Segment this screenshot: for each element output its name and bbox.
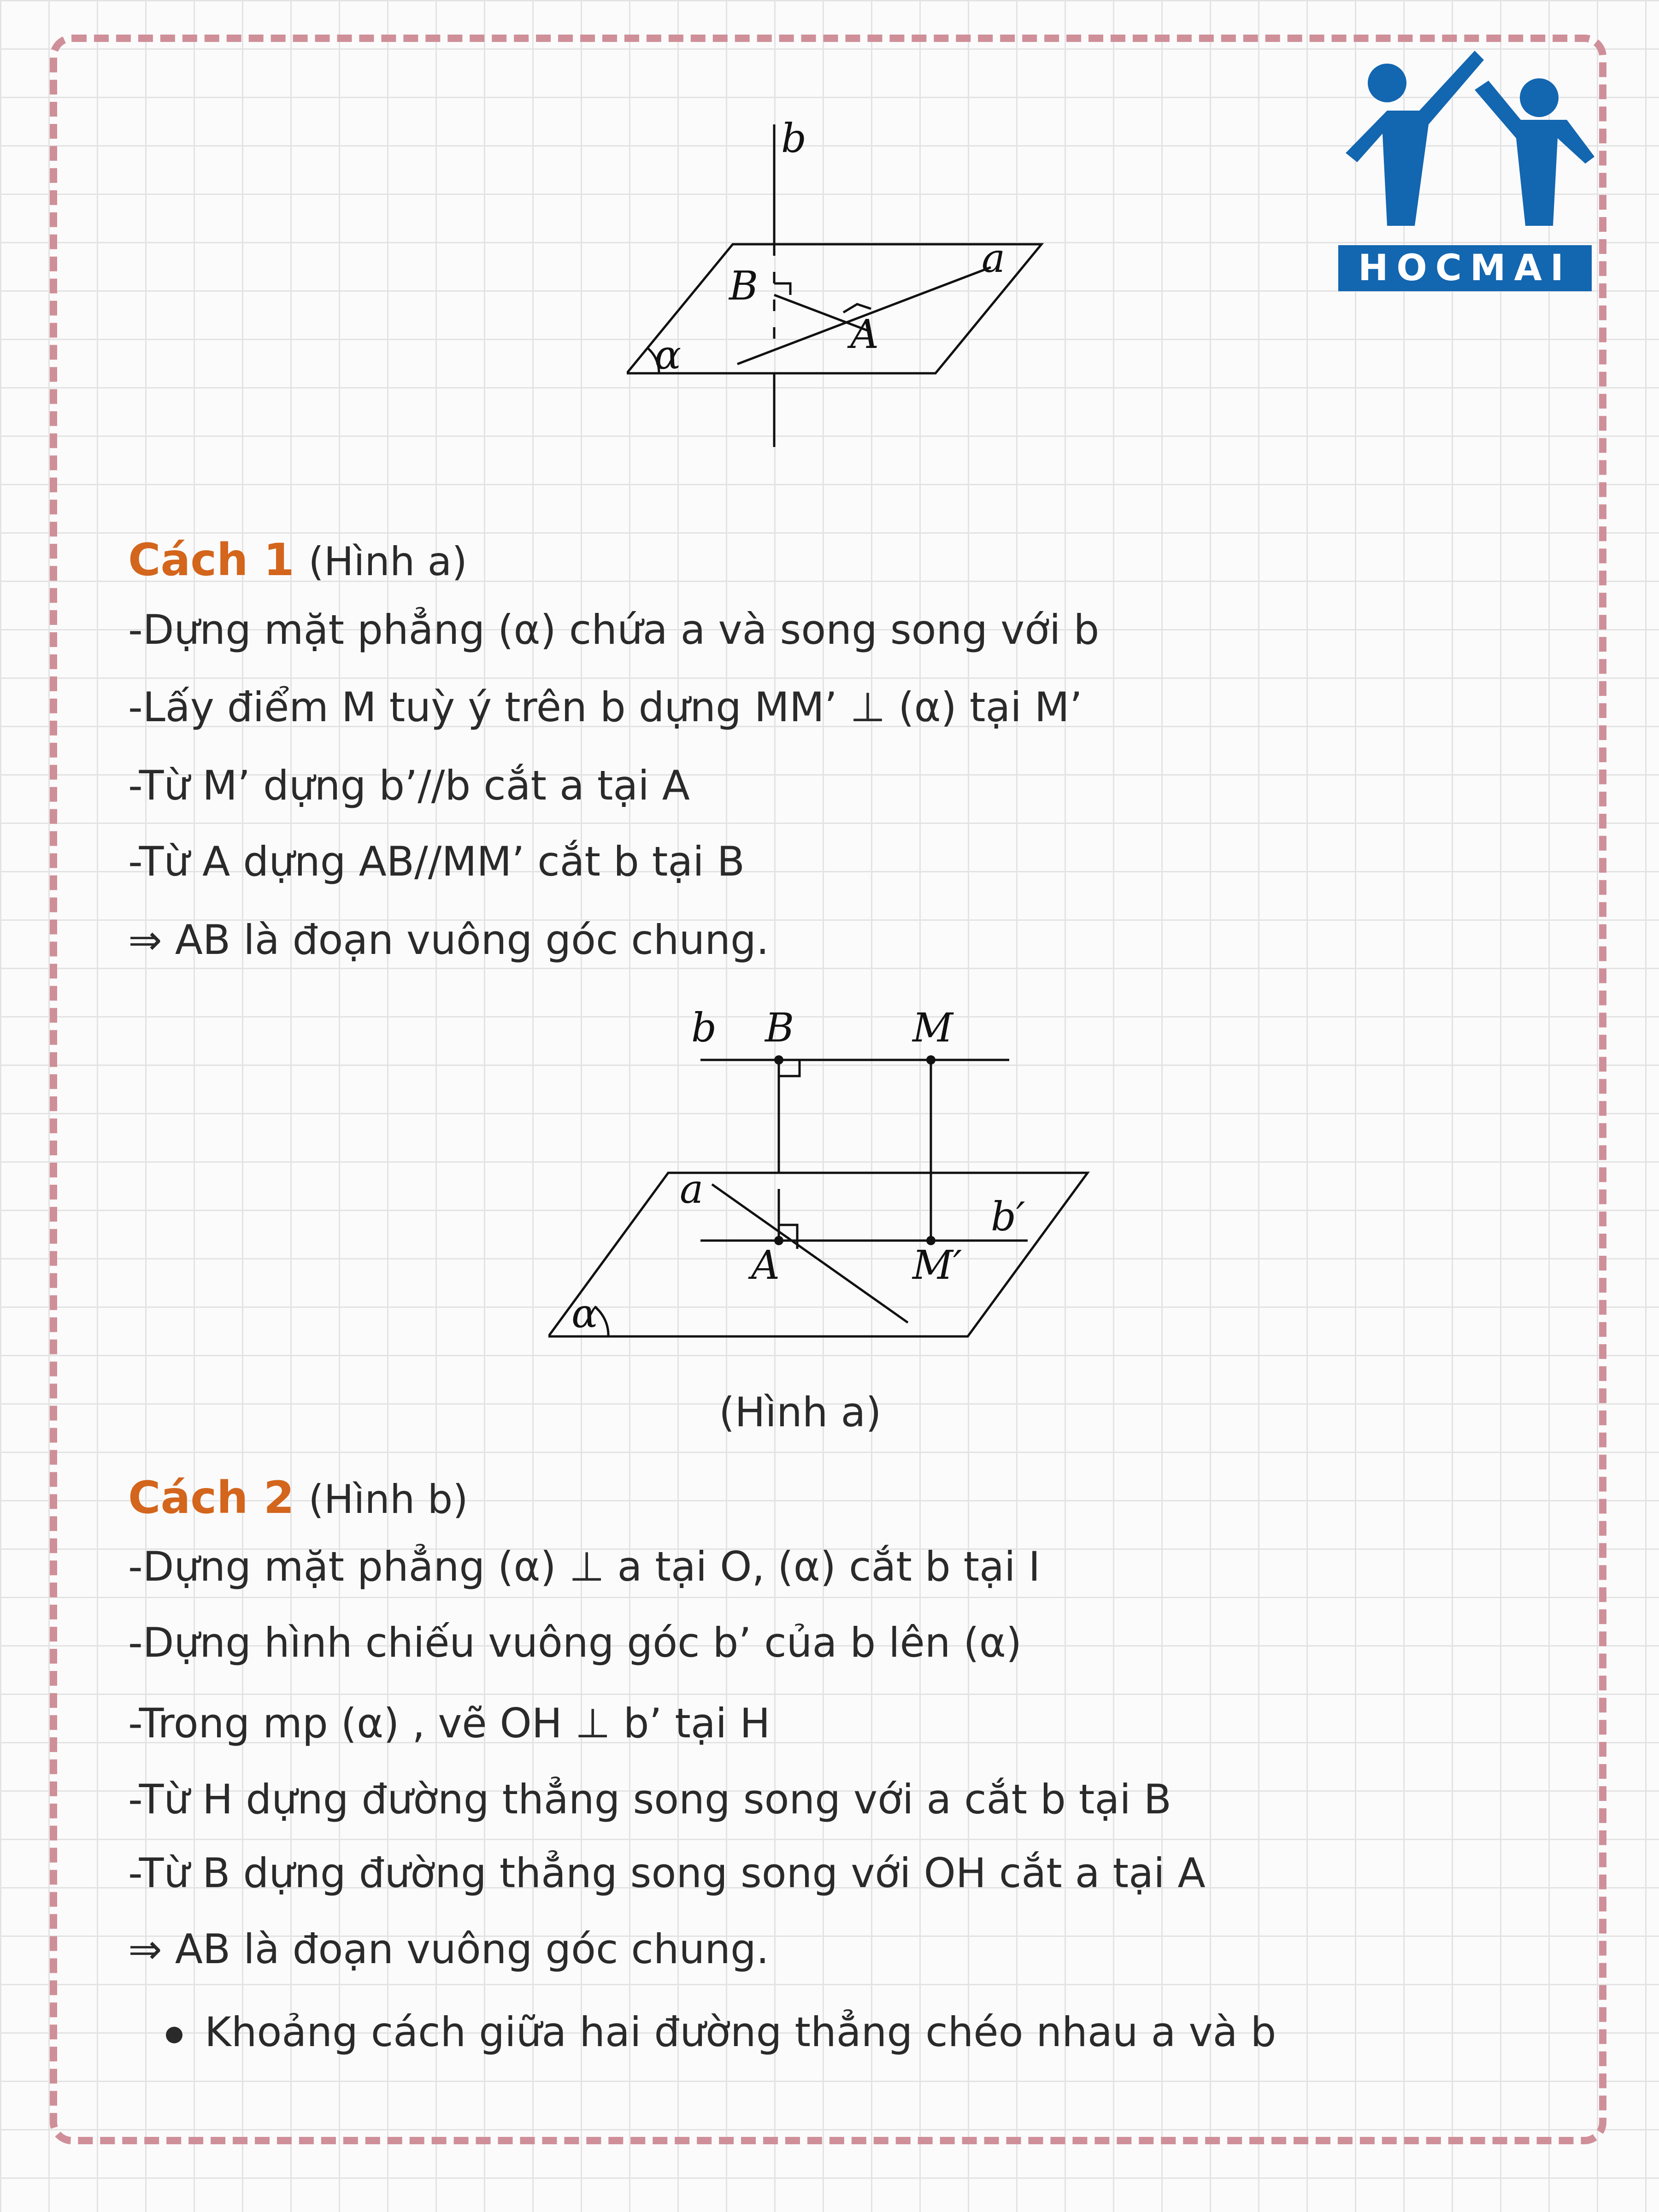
method1-step-2: -Lấy điểm M tuỳ ý trên b dựng MM’ ⊥ (α) tại M’ — [128, 683, 1082, 731]
figure-1-diagram — [627, 120, 1051, 452]
method2-conclusion: ⇒ AB là đoạn vuông góc chung. — [128, 1925, 769, 1973]
method2-step-1: -Dựng mặt phẳng (α) ⊥ a tại O, (α) cắt b tại I — [128, 1543, 1041, 1590]
method1-conclusion: ⇒ AB là đoạn vuông góc chung. — [128, 916, 769, 964]
method2-step-5: -Từ B dựng đường thẳng song song với OH cắt a tại A — [128, 1849, 1206, 1897]
method1-step-3: -Từ M’ dựng b’//b cắt a tại A — [128, 762, 690, 809]
method1-title: Cách 1 — [128, 534, 294, 586]
method2-title: Cách 2 — [128, 1472, 294, 1524]
bullet-text: Khoảng cách giữa hai đường thẳng chéo nhau a và b — [205, 2008, 1277, 2056]
fig1-label-a: a — [982, 235, 1006, 282]
method1-subtitle: (Hình a) — [308, 539, 467, 585]
method1-step-4: -Từ A dựng AB//MM’ cắt b tại B — [128, 838, 745, 885]
method1-heading — [128, 535, 467, 587]
fig1-label-B: B — [729, 263, 759, 309]
fig1-label-alpha: α — [654, 332, 682, 378]
fig2-label-M-prime: M′ — [912, 1242, 962, 1288]
method2-step-4: -Từ H dựng đường thẳng song song với a cắt b tại B — [128, 1776, 1172, 1823]
fig2-label-A: A — [751, 1242, 780, 1288]
method2-heading — [128, 1472, 468, 1525]
fig1-label-A: A — [850, 312, 879, 358]
fig2-label-b-prime: b′ — [991, 1194, 1025, 1240]
method2-subtitle: (Hình b) — [308, 1477, 468, 1523]
fig2-label-B: B — [765, 1005, 794, 1051]
fig2-label-b: b — [691, 1005, 717, 1051]
method2-step-2: -Dựng hình chiếu vuông góc b’ của b lên (α) — [128, 1619, 1022, 1666]
fig1-label-b: b — [781, 120, 807, 162]
fig2-label-alpha: α — [571, 1291, 599, 1337]
bullet-dot-icon — [166, 2027, 182, 2043]
fig2-label-M: M — [912, 1005, 953, 1051]
bullet-item — [166, 2007, 1276, 2058]
logo-wordmark: HOCMAI — [1338, 245, 1592, 291]
fig2-label-a: a — [680, 1166, 704, 1212]
figure-2-diagram — [548, 1005, 1101, 1346]
method1-step-1: -Dựng mặt phẳng (α) chứa a và song song với b — [128, 606, 1100, 653]
figure-2-caption: (Hình a) — [719, 1388, 882, 1436]
method2-step-3: -Trong mp (α) , vẽ OH ⊥ b’ tại H — [128, 1700, 771, 1747]
